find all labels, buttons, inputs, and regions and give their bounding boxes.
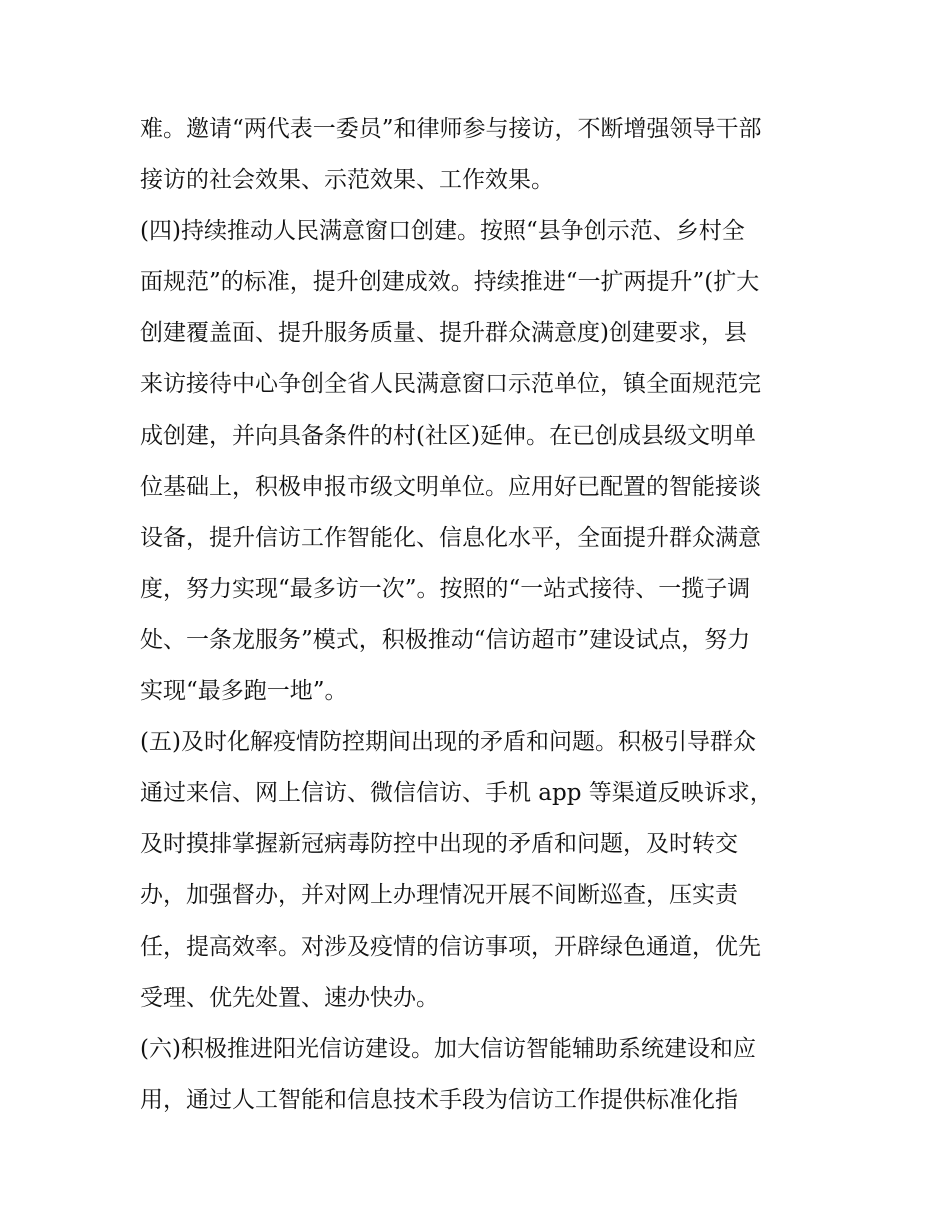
text-line: 实现“最多跑一地”。 xyxy=(140,678,348,705)
text-line: 及时摸排掌握新冠病毒防控中出现的矛盾和问题，及时转交 xyxy=(140,831,738,858)
text-line: 创建覆盖面、提升服务质量、提升群众满意度)创建要求，县 xyxy=(140,320,747,347)
text-line: 难。邀请“两代表一委员”和律师参与接访，不断增强领导干部 xyxy=(140,116,762,142)
text-line: 来访接待中心争创全省人民满意窗口示范单位，镇全面规范完 xyxy=(140,371,761,398)
body-text xyxy=(140,104,830,1126)
text-line: 用，通过人工智能和信息技术手段为信访工作提供标准化指 xyxy=(140,1086,738,1113)
text-line: 接访的社会效果、示范效果、工作效果。 xyxy=(140,167,554,194)
text-line: 办，加强督办，并对网上办理情况开展不间断巡查，压实责 xyxy=(140,882,738,909)
text-line: 成创建，并向具备条件的村(社区)延伸。在已创成县级文明单 xyxy=(140,422,756,449)
text-line: 处、一条龙服务”模式，积极推动“信访超市”建设试点，努力 xyxy=(140,626,751,653)
text-line: 位基础上，积极申报市级文明单位。应用好已配置的智能接谈 xyxy=(140,473,761,500)
text-line: 面规范”的标准，提升创建成效。持续推进“一扩两提升”(扩大 xyxy=(140,269,760,296)
text-line: 设备，提升信访工作智能化、信息化水平，全面提升群众满意 xyxy=(140,524,761,551)
text-line: 度，努力实现“最多访一次”。按照的“一站式接待、一揽子调 xyxy=(140,575,751,602)
text-line: (六)积极推进阳光信访建设。加大信访智能辅助系统建设和应 xyxy=(140,1035,756,1062)
text-line: 通过来信、网上信访、微信信访、手机 app 等渠道反映诉求， xyxy=(140,780,773,807)
text-line: 任，提高效率。对涉及疫情的信访事项，开辟绿色通道，优先 xyxy=(140,933,761,960)
text-line: (五)及时化解疫情防控期间出现的矛盾和问题。积极引导群众 xyxy=(140,729,756,756)
text-line: 受理、优先处置、速办快办。 xyxy=(140,984,439,1011)
text-line: (四)持续推动人民满意窗口创建。按照“县争创示范、乡村全 xyxy=(140,218,745,245)
